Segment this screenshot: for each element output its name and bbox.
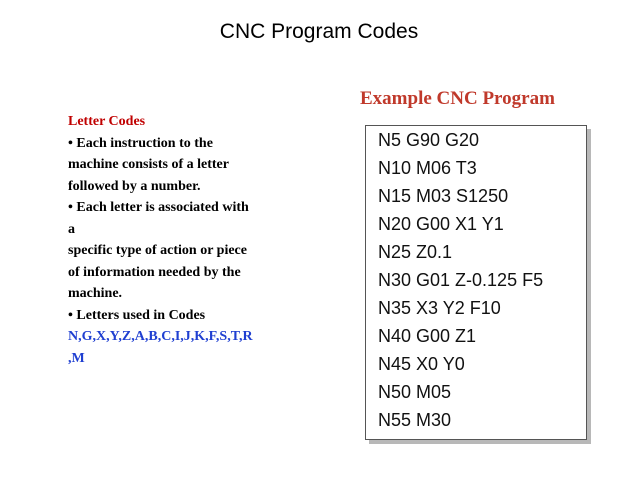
program-line: N20 G00 X1 Y1 (378, 214, 504, 234)
program-line: N35 X3 Y2 F10 (378, 298, 501, 318)
bullet-letters-used: • Letters used in Codes (68, 307, 206, 323)
program-line: N30 G01 Z-0.125 F5 (378, 270, 544, 290)
program-line: N5 G90 G20 (378, 130, 480, 150)
letters-list-line-1: N,G,X,Y,Z,A,B,C,I,J,K,F,S,T,R (68, 329, 253, 344)
program-line: N45 X0 Y0 (378, 354, 465, 374)
program-line: N25 Z0.1 (378, 242, 453, 262)
bullet-instruction-line-2: machine consists of a letter (68, 157, 229, 172)
bullet-instruction-line-1: • Each instruction to the (68, 135, 213, 151)
bullet-association-line-4: of information needed by the (68, 264, 241, 280)
program-line: N55 M30 (378, 410, 452, 430)
bullet-instruction-line-3: followed by a number. (68, 178, 201, 194)
bullet-association-line-2: a (68, 221, 75, 237)
program-line: N50 M05 (378, 382, 452, 402)
example-program-title: Example CNC Program (360, 88, 555, 109)
program-line: N10 M06 T3 (378, 158, 477, 178)
example-program-box (365, 125, 587, 440)
letter-codes-section (68, 111, 310, 369)
bullet-association-line-1: • Each letter is associated with (68, 200, 249, 215)
bullet-association-line-3: specific type of action or piece (68, 243, 247, 258)
program-line: N40 G00 Z1 (378, 326, 477, 346)
letter-codes-heading: Letter Codes (68, 114, 146, 129)
slide-title: CNC Program Codes (219, 20, 419, 43)
bullet-association-line-5: machine. (68, 286, 123, 301)
letters-list-line-2: ,M (68, 350, 85, 366)
program-line: N15 M03 S1250 (378, 186, 509, 206)
